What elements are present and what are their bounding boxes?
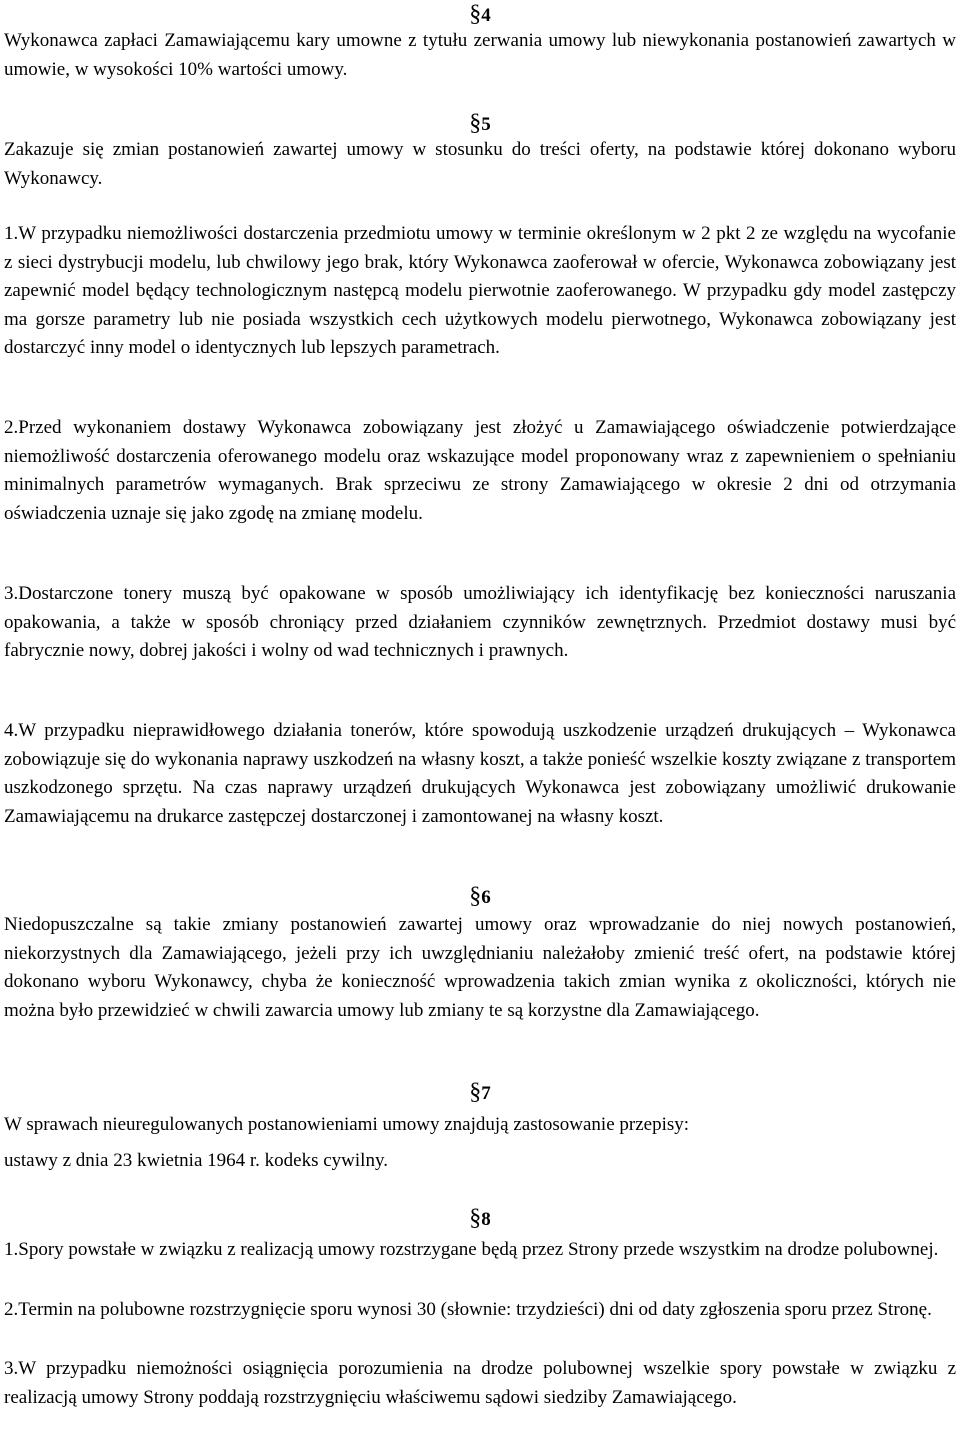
section-7-statute: ustawy z dnia 23 kwietnia 1964 r. kodeks cywilny.	[4, 1150, 388, 1171]
section-symbol: §	[469, 1205, 482, 1231]
section-symbol: §	[469, 883, 482, 909]
section-8-paragraph-2: 2.Termin na polubowne rozstrzygnięcie sporu wynosi 30 (słownie: trzydzieści) dni od daty zgłoszenia sporu przez Stronę.	[4, 1299, 932, 1320]
section-7-heading: §7	[469, 1079, 491, 1105]
section-8-paragraph-1: 1.Spory powstałe w związku z realizacją umowy rozstrzygane będą przez Strony przede wszystkim na drodze polubownej.	[4, 1239, 939, 1260]
section-5-paragraph-4: 4.W przypadku nieprawidłowego działania tonerów, które spowodują uszkodzenie urządzeń drukujących – Wykonawca zobowiązuje się do wykonania naprawy uszkodzeń na własny koszt, a także ponieść wszelkie koszty związane z transportem uszkodzonego sprzętu. Na czas naprawy urządzeń drukujących Wykonawca jest zobowiązany umożliwić drukowanie Zamawiającemu na drukarce zastępczej dostarczonej i zamontowanej na własny koszt.	[4, 720, 956, 827]
section-5-paragraph-2: 2.Przed wykonaniem dostawy Wykonawca zobowiązany jest złożyć u Zamawiającego oświadczenie potwierdzające niemożliwość dostarczenia oferowanego modelu oraz wskazujące model proponowany wraz z zapewnieniem o spełnianiu minimalnych parametrów wymaganych. Brak sprzeciwu ze strony Zamawiającego w okresie 2 dni od otrzymania oświadczenia uznaje się jako zgodę na zmianę modelu.	[4, 417, 956, 524]
section-4-heading: §4	[469, 1, 491, 27]
section-4-paragraph: Wykonawca zapłaci Zamawiającemu kary umowne z tytułu zerwania umowy lub niewykonania postanowień zawartych w umowie, w wysokości 10% wartości umowy.	[4, 30, 956, 80]
section-8-paragraph-3: 3.W przypadku niemożności osiągnięcia porozumienia na drodze polubownej wszelkie spory powstałe w związku z realizacją umowy Strony poddają rozstrzygnięciu właściwemu sądowi siedziby Zamawiającego.	[4, 1358, 956, 1408]
section-6-paragraph: Niedopuszczalne są takie zmiany postanowień zawartej umowy oraz wprowadzanie do niej nowych postanowień, niekorzystnych dla Zamawiającego, jeżeli przy ich uwzględnianiu należałoby zmienić treść ofert, na podstawie której dokonano wyboru Wykonawcy, chyba że konieczność wprowadzenia takich zmian wynika z okoliczności, których nie można było przewidzieć w chwili zawarcia umowy lub zmiany te są korzystne dla Zamawiającego.	[4, 914, 956, 1021]
section-8-heading: §8	[469, 1205, 491, 1231]
section-5-paragraph-3: 3.Dostarczone tonery muszą być opakowane w sposób umożliwiający ich identyfikację bez konieczności naruszania opakowania, a także w sposób chroniący przed działaniem czynników zewnętrznych. Przedmiot dostawy musi być fabrycznie nowy, dobrej jakości i wolny od wad technicznych i prawnych.	[4, 583, 956, 661]
section-5-paragraph-intro: Zakazuje się zmian postanowień zawartej umowy w stosunku do treści oferty, na podstawie której dokonano wyboru Wykonawcy.	[4, 139, 956, 189]
section-6-heading: §6	[469, 883, 491, 909]
section-5-paragraph-1: 1.W przypadku niemożliwości dostarczenia przedmiotu umowy w terminie określonym w 2 pkt 2 ze względu na wycofanie z sieci dystrybucji modelu, lub chwilowy jego brak, który Wykonawca zaoferował w ofercie, Wykonawca zobowiązany jest zapewnić model będący technologicznym następcą modelu pierwotnie zaoferowanego. W przypadku gdy model zastępczy ma gorsze parametry lub nie posiada wszystkich cech użytkowych modelu pierwotnego, Wykonawca zobowiązany jest dostarczyć inny model o identycznych lub lepszych parametrach.	[4, 223, 956, 358]
section-symbol: §	[469, 1, 482, 27]
section-symbol: §	[469, 1079, 482, 1105]
section-7-paragraph: W sprawach nieuregulowanych postanowieniami umowy znajdują zastosowanie przepisy:	[4, 1114, 690, 1135]
section-5-heading: §5	[469, 110, 491, 136]
section-symbol: §	[469, 110, 482, 136]
